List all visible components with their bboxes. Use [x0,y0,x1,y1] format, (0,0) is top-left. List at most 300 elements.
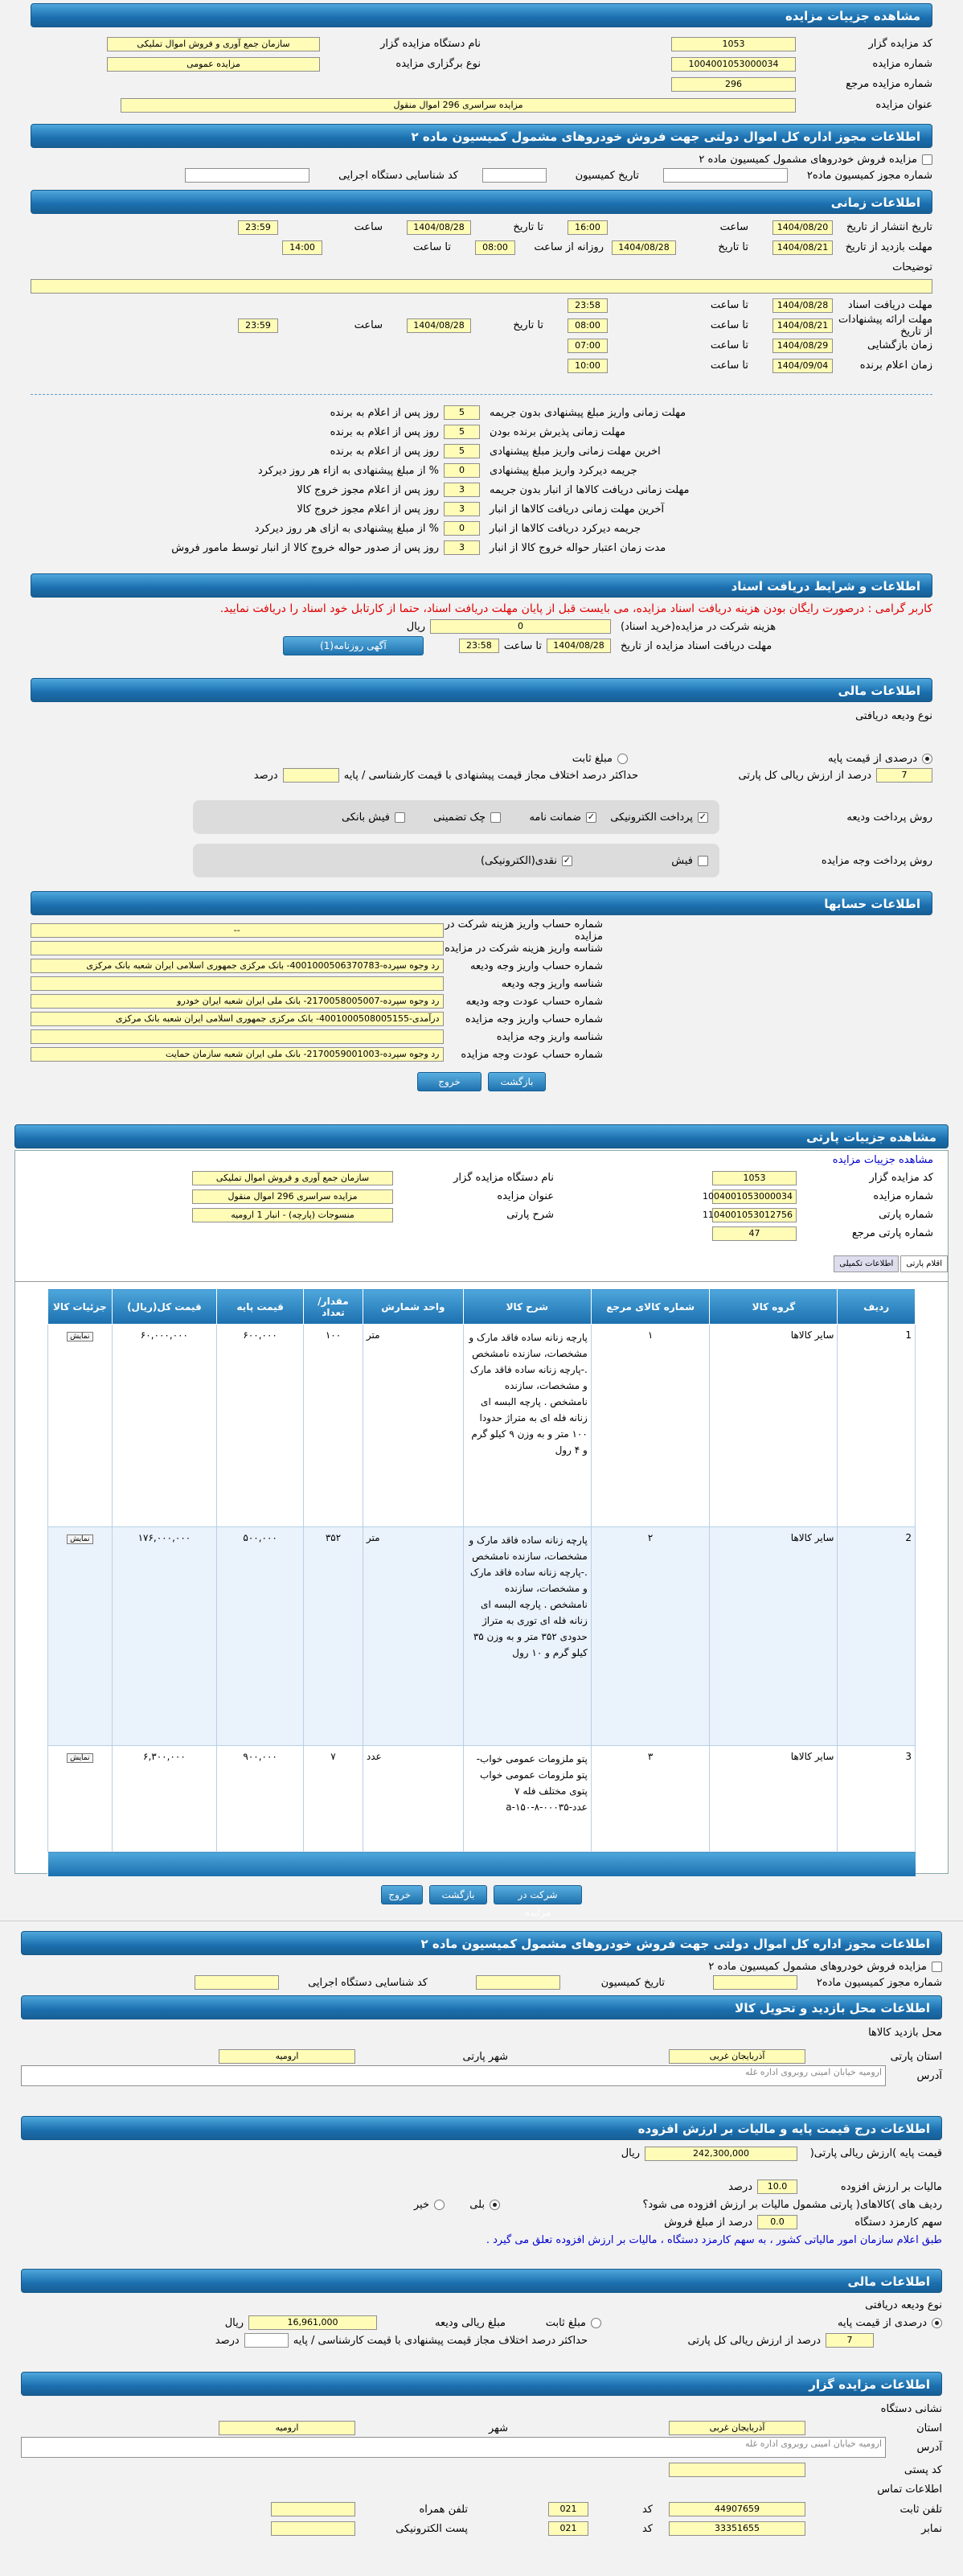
permit2-checkbox-label: مزایده فروش خودروهای مشمول کمیسیون ماده ۲ [708,1960,927,1973]
guarantee-label: ضمانت نامه [529,811,581,824]
fax-code-label: کد [641,2522,653,2535]
offer-from: 1404/08/21 [772,318,833,333]
party-num-label: شماره مزایده [873,1190,933,1202]
num-label: شماره مزایده [872,58,932,70]
publish-from-time: 16:00 [568,220,608,235]
org-province-label: استان [916,2422,942,2434]
auction-details-link[interactable]: مشاهده جزییات مزایده [832,1154,933,1166]
permit2-header: اطلاعات مجوز اداره کل اموال دولتی جهت فروش خودروهای مشمول کمیسیون ماده ۲ [21,1931,942,1955]
subject-label: عنوان مزایده [875,99,932,111]
deadline-unit: روز پس از صدور حواله خروج کالا از انبار توسط مامور فروش [171,541,439,554]
party-back-button[interactable]: بازگشت [429,1885,487,1904]
fee-share-unit: درصد از مبلغ فروش [664,2216,752,2229]
financial2-section [21,2296,942,2367]
party-subject-label: عنوان مزایده [497,1190,554,1202]
fee-share-label: سهم کارمزد دستگاه [854,2216,942,2229]
vat-no-label: خیر [413,2198,429,2211]
vat-question: ردیف های )کالاهای( پارتی مشمول مالیات بر ارزش افزوده می شود؟ [642,2198,942,2211]
col-total: قیمت کل(ریال) [112,1289,217,1325]
ref-label: شماره مزایده مرجع [846,78,932,90]
permit2-field [713,1975,797,1990]
price-vat-header: اطلاعات درج قیمت پایه و مالیات بر ارزش افزوده [21,2116,942,2140]
vat-yes-label: بلی [469,2198,485,2211]
publish-to: 1404/08/28 [407,220,471,235]
cell-qty: ۷ [304,1746,363,1852]
deadline-unit: % از مبلغ پیشنهادی به ازاء هر روز دیرکرد [257,464,439,477]
deadline-label: مدت زمان اعتبار حواله خروج کالا از انبار [490,541,666,554]
party-num-field: 1004001053000034 [712,1189,797,1204]
cell-ref: ۳ [591,1746,710,1852]
price-vat-section [21,2143,942,2264]
publish-to-label: تا تاریخ [513,221,543,233]
max-diff-field [283,768,339,783]
col-row: ردیف [838,1289,916,1325]
fixed2-radio-label: مبلغ ثابت [545,2316,586,2329]
visit-from: 1404/08/21 [772,240,833,255]
electronic-pay-label: پرداخت الکترونیکی [610,811,693,824]
visit-from-time: 08:00 [475,240,515,255]
contact-head: اطلاعات تماس [877,2483,942,2496]
max2-diff-label: حداکثر درصد اختلاف مجاز قیمت پیشنهادی با قیمت کارشناسی / پایه [293,2334,588,2347]
org-id-label: کد شناسایی دستگاه اجرایی [338,169,458,182]
cell-price: ۶۰۰,۰۰۰ [217,1325,304,1527]
base-price-field: 242,300,000 [645,2147,797,2161]
offer-to: 1404/08/28 [407,318,471,333]
cell-group: سایر کالاها [710,1527,838,1746]
newspaper-ad-button[interactable]: آگهی روزنامه(1) [283,636,424,655]
bank-slip-checkbox[interactable] [395,812,405,823]
deadline-row [31,461,932,480]
price-pay-options [193,844,719,877]
cell-total: ۱۷۶,۰۰۰,۰۰۰ [112,1527,217,1746]
vat-label: مالیات بر ارزش افزوده [840,2180,942,2193]
time-info [31,217,932,386]
account-row [31,957,932,975]
fee-currency: ریال [406,620,425,633]
org-label: نام دستگاه مزایده گزار [380,38,481,50]
deadline-unit: روز پس از اعلام مجوز خروج کالا [297,503,439,516]
open-label: زمان بازگشایی [867,339,932,351]
permit-header: اطلاعات مجوز اداره کل اموال دولتی جهت فروش خودروهای مشمول کمیسیون ماده ۲ [31,124,932,148]
guarantee-checkbox[interactable] [586,812,596,823]
account-value: درآمدی-4001000508005155- بانک مرکزی جمهوری اسلامی ایران شعبه بانک مرکزی [31,1012,444,1026]
account-label: شناسه واریز هزینه شرکت در مزایده [445,942,603,955]
electronic-pay-checkbox[interactable] [698,812,708,823]
base-price-currency: ریال [621,2147,640,2159]
doc-deadline-to-label: تا ساعت [503,639,542,652]
financial2-header: اطلاعات مالی [21,2269,942,2293]
offer-label: مهلت ارائه پیشنهادات از تاریخ [838,313,932,338]
subject-field: مزایده سراسری 296 اموال منقول [121,98,796,113]
offer-to-time-label: ساعت [354,319,383,331]
cell-price: ۵۰۰,۰۰۰ [217,1527,304,1746]
table-footer [48,1852,916,1876]
divider [31,394,932,395]
party-code-label: کد مزایده گزار [869,1172,933,1184]
visit-daily-label: روزانه از ساعت [534,241,604,253]
visit-place-label: محل بازدید کالاها [868,2027,942,2039]
deadline-row [31,480,932,499]
winner-time-label: تا ساعت [710,359,748,372]
offer-to-time: 23:59 [238,318,278,333]
deadline-row [31,422,932,442]
account-row [31,1010,932,1028]
deadline-row [31,403,932,422]
col-price: قیمت پایه [217,1289,304,1325]
party-exit-button[interactable]: خروج [381,1885,423,1904]
phone-field: 44907659 [669,2502,805,2516]
party-org-field: سازمان جمع آوری و فروش اموال تملیکی [192,1171,393,1185]
account-label: شناسه واریز وجه مزایده [496,1030,603,1043]
deadline-unit: روز پس از اعلام به برنده [330,406,439,419]
col-ref: شماره کالای مرجع [591,1289,710,1325]
province-field: آذربایجان غربی [669,2049,805,2064]
account-value: رد وجوه سپرده-4001000506370783- بانک مرکزی جمهوری اسلامی ایران شعبه بانک مرکزی [31,959,444,973]
postal-field [669,2463,805,2477]
cell-unit: متر [363,1527,463,1746]
doc-time-label: تا ساعت [710,299,748,311]
cell-qty: ۳۵۲ [304,1527,363,1746]
fixed-radio[interactable] [617,754,628,764]
party-ref-field: 47 [712,1226,797,1241]
account-label: شماره حساب واریز وجه مزایده [465,1013,603,1025]
bank-slip-label: فیش بانکی [341,811,390,824]
deadline-value: 5 [444,425,480,439]
cell-total: ۶,۳۰۰,۰۰۰ [112,1746,217,1852]
org-address-head: نشانی دستگاه [880,2403,942,2415]
account-value [31,976,444,991]
vat-note: طبق اعلام سازمان امور مالیاتی کشور ، به سهم کارمزد دستگاه ، مالیات بر ارزش افزوده تعلق می گیرد . [486,2233,942,2246]
commission2-date-label: تاریخ کمیسیون [600,1976,665,1989]
code-field: 1053 [671,37,796,51]
address-field: ارومیه خیابان امینی روبروی اداره غله [21,2065,886,2086]
account-label: شناسه واریز وجه ودیعه [501,977,603,990]
account-value: رد وجوه سپرده-2170058005007- بانک ملی ایران شعبه ایران خودرو [31,994,444,1009]
deadline-unit: روز پس از اعلام به برنده [330,445,439,458]
winner-time: 10:00 [568,359,608,373]
city-field: ارومیه [219,2049,355,2064]
deposit-amount-label: مبلغ ریالی ودیعه [435,2316,506,2329]
cell-desc: پارچه زنانه ساده فاقد مارک و مشخصات، سازنده نامشخص .-پارچه زنانه ساده فاقد مارک و مشخصات، سازنده نامشخص . پارچه البسه ای زنانه فله ای توری به متراژ حدودی ۳۵۲ متر و به وزن ۳۵ کیلو گرم و ۱۰ رول [463,1527,591,1746]
vat-percent: درصد [728,2180,752,2193]
deadline-unit: روز پس از اعلام به برنده [330,425,439,438]
table-row [48,1325,916,1527]
visit-place-section [21,2023,942,2111]
deposit-pay-label: روش پرداخت ودیعه [846,811,932,824]
documents-header: اطلاعات و شرایط دریافت اسناد [31,573,932,598]
visit-place-header: اطلاعات محل بازدید و تحویل کالا [21,1995,942,2019]
max2-diff-field [244,2333,289,2348]
free-docs-notice: کاربر گرامی : درصورت رایگان بودن هزینه دریافت اسناد مزایده، می بایست قبل از پایان مهلت دریافت اسناد، حتما از کارتابل خود اسناد را دریافت نمایید. [219,602,932,615]
org-field: سازمان جمع آوری و فروش اموال تملیکی [107,37,320,51]
visit-to-time-label: تا ساعت [412,241,451,253]
visit-to: 1404/08/28 [612,240,676,255]
deposit-amount-currency: ریال [224,2316,244,2329]
account-value: رد وجوه سپرده-2170059001003- بانک ملی ایران شعبه سازمان حمایت [31,1047,444,1062]
table-row [48,1746,916,1852]
cell-desc: پارچه زنانه ساده فاقد مارک و مشخصات، سازنده نامشخص .-پارچه زنانه ساده فاقد مارک و مشخصات، سازنده نامشخص . پارچه البسه ای زنانه فله ای به متراژ حدودا ۱۰۰ متر و به وزن ۹ کیلو گرم و ۴ رول [463,1325,591,1527]
city-label: شهر پارتی [462,2050,508,2063]
cell-row: 3 [838,1746,916,1852]
slip-label: فیش [671,854,693,867]
winner-date: 1404/09/04 [772,359,833,373]
publish-time-label: ساعت [719,221,748,233]
offer-from-time: 08:00 [568,318,608,333]
open-time-label: تا ساعت [710,339,748,351]
doc-deadline-label: مهلت دریافت اسناد [847,299,932,311]
deadline-row [31,442,932,461]
permit-label: شماره مجوز کمیسیون ماده۲ [806,169,932,182]
deposit-pay-options [193,800,719,834]
fee-share-field: 0.0 [757,2215,797,2229]
percent2-field: 7 [826,2333,874,2348]
org2-id-label: کد شناسایی دستگاه اجرایی [308,1976,428,1989]
cheque-label: چک تضمینی [433,811,486,824]
party-desc-label: شرح پارتی [506,1209,554,1221]
time-info-header: اطلاعات زمانی [31,190,932,214]
phone-code-label: کد [641,2503,653,2516]
email-label: پست الکترونیکی [395,2522,468,2535]
deadline-row [31,538,932,557]
deadline-label: مهلت زمانی دریافت کالاها از انبار بدون جریمه [490,483,690,496]
cell-price: ۹۰۰,۰۰۰ [217,1746,304,1852]
permit2-checkbox[interactable] [932,1962,942,1972]
party-subject-field: مزایده سراسری 296 اموال منقول [192,1189,393,1204]
account-label: شماره حساب واریز وجه ودیعه [470,959,603,972]
party-id-label: شماره پارتی [879,1209,933,1221]
account-label: شماره حساب واریز هزینه شرکت در مزایده [445,918,603,943]
accounts-header: اطلاعات حسابها [31,891,932,915]
auction-details-header: مشاهده جزییات مزایده [31,3,932,27]
max-diff-label: حداکثر درصد اختلاف مجاز قیمت پیشنهادی با قیمت کارشناسی / پایه [343,769,638,782]
cell-desc: پتو ملزومات عمومی خواب-پتو ملزومات عمومی خواب پتوی مختلف فله ۷ عدد-۰۰۰۳۵-۸-۱۵۰-a [463,1746,591,1852]
cash-electronic-label: نقدی(الکترونیکی) [480,854,557,867]
max2-diff-unit: درصد [215,2334,240,2347]
percent-radio[interactable] [922,754,932,764]
deadline-label: مهلت زمانی واریز مبلغ پیشنهادی بدون جریمه [490,406,686,419]
show-details-button[interactable]: نمایش [67,1332,92,1341]
doc-deadline-from-label: مهلت دریافت اسناد مزایده از تاریخ [621,639,772,652]
offer-to-label: تا تاریخ [513,319,543,331]
deadline-label: جریمه دیرکرد دریافت کالاها از انبار [490,522,641,535]
cell-qty: ۱۰۰ [304,1325,363,1527]
doc-deadline-from: 1404/08/28 [547,639,611,653]
vat-field: 10.0 [757,2180,797,2194]
fax-code-field: 021 [548,2521,588,2536]
address-label: آدرس [916,2070,942,2082]
party-ref-label: شماره پارتی مرجع [851,1227,933,1239]
account-row [31,1028,932,1046]
percent2-radio-label: درصدی از قیمت پایه [838,2316,927,2329]
percent2-radio[interactable] [932,2318,942,2328]
deposit2-type-label: نوع ودیعه دریافتی [865,2299,942,2311]
deadline-unit: روز پس از اعلام مجوز خروج کالا [297,483,439,496]
deadline-label: اخرین مهلت زمانی واریز مبلغ پیشنهادی [490,445,661,458]
org-province-field: آذربایجان غربی [669,2421,805,2435]
org2-id-field [195,1975,279,1990]
deadline-row [31,499,932,519]
slip-checkbox[interactable] [698,856,708,866]
price-pay-label: روش پرداخت وجه مزایده [821,854,932,867]
code-label: کد مزایده گزار [868,38,932,50]
commission-date-field [482,168,547,183]
cell-row: 1 [838,1325,916,1527]
account-row [31,1046,932,1063]
publish-label: تاریخ انتشار از تاریخ [846,221,932,233]
col-details: جزئیات کالا [48,1289,113,1325]
auctioneer-section [21,2399,942,2568]
org-address-label: آدرس [916,2442,942,2454]
province-label: استان پارتی [890,2050,942,2063]
account-row [31,939,932,957]
auction-details [31,31,932,119]
col-unit: واحد شمارش [363,1289,463,1325]
permit2-label: شماره مجوز کمیسیون ماده۲ [816,1976,942,1989]
cell-group: سایر کالاها [710,1325,838,1527]
deadline-label: آخرین مهلت زمانی دریافت کالاها از انبار [490,503,665,516]
col-qty: مقدار/ تعداد [304,1289,363,1325]
percent-text: درصد از ارزش ریالی کل پارتی [738,769,871,782]
fixed2-radio[interactable] [591,2318,601,2328]
back-button[interactable]: بازگشت [488,1072,546,1091]
cell-ref: ۱ [591,1325,710,1527]
accounts-section [31,918,932,1120]
fee-label: هزینه شرکت در مزایده(خرید اسناد) [621,620,777,633]
permit-checkbox[interactable] [922,154,932,165]
publish-from: 1404/08/20 [772,220,833,235]
open-time: 07:00 [568,339,608,353]
financial-header: اطلاعات مالی [31,678,932,702]
org-city-label: شهر [488,2422,508,2434]
vat-yes-radio[interactable] [490,2200,500,2210]
deadline-row [31,519,932,538]
cell-total: ۶۰,۰۰۰,۰۰۰ [112,1325,217,1527]
deadline-label: جریمه دیرکرد واریز مبلغ پیشنهادی [490,464,637,477]
commission2-date-field [476,1975,560,1990]
postal-label: کد پستی [904,2463,942,2476]
deadline-value: 3 [444,540,480,555]
deadline-value: 3 [444,483,480,497]
auctioneer-header: اطلاعات مزایده گزار [21,2372,942,2396]
fixed-radio-label: مبلغ ثابت [572,752,613,765]
ref-field: 296 [671,77,796,92]
deadlines-list [31,403,932,569]
account-row [31,992,932,1010]
cell-row: 2 [838,1527,916,1746]
org-id-field [185,168,309,183]
mobile-field [271,2502,355,2516]
party-items-table [47,1288,916,1876]
publish-to-time: 23:59 [238,220,278,235]
cheque-checkbox[interactable] [490,812,501,823]
tab-party-items[interactable]: اقلام پارتی [900,1255,948,1272]
deadline-value: 3 [444,502,480,516]
cell-unit: عدد [363,1746,463,1852]
show-details-button[interactable]: نمایش [67,1535,92,1544]
cell-unit: متر [363,1325,463,1527]
account-label: شماره حساب عودت وجه مزایده [461,1048,603,1061]
party-org-label: نام دستگاه مزایده گزار [453,1172,554,1184]
fee-field: 0 [430,619,611,634]
permit-checkbox-label: مزایده فروش خودروهای مشمول کمیسیون ماده ۲ [699,153,917,166]
account-label: شماره حساب عودت وجه ودیعه [465,995,603,1008]
account-value [31,1029,444,1044]
offer-time-label: تا ساعت [710,319,748,331]
phone-code-field: 021 [548,2502,588,2516]
party-desc-field: منسوجات (پارچه) - انبار 1 ارومیه [192,1208,393,1222]
documents-section [31,601,932,673]
deadline-value: 5 [444,444,480,458]
org-address-field: ارومیه خیابان امینی روبروی اداره غله [21,2437,886,2458]
deadline-label: مهلت زمانی پذیرش برنده بودن [490,425,626,438]
commission-date-label: تاریخ کمیسیون [575,169,639,182]
mobile-label: تلفن همراه [419,2503,468,2516]
open-date: 1404/08/29 [772,339,833,353]
doc-deadline-date: 1404/08/28 [772,298,833,313]
party-code-field: 1053 [712,1171,797,1185]
col-group: گروه کالا [710,1289,838,1325]
base-price-label: قیمت پایه )ارزش ریالی پارتی( [809,2147,942,2159]
deadline-value: 5 [444,405,480,420]
doc-deadline-time: 23:58 [568,298,608,313]
desc-label: توضیحات [892,261,932,273]
exit-button[interactable]: خروج [417,1072,482,1091]
desc-field [31,279,932,294]
fax-label: نمابر [921,2522,942,2535]
col-desc: شرح کالا [463,1289,591,1325]
permit-field [663,168,788,183]
phone-label: تلفن ثابت [899,2503,942,2516]
type-label: نوع برگزاری مزایده [395,58,481,70]
account-value: -- [31,923,444,938]
email-field [271,2521,355,2536]
table-row [48,1527,916,1746]
permit2-section [21,1958,942,1991]
doc-deadline-to-time: 23:58 [459,639,499,653]
account-row [31,918,932,943]
num-field: 1004001053000034 [671,57,796,72]
deadline-unit: % از مبلغ پیشنهادی به ازای هر روز دیرکرد [254,522,439,535]
tab-extra-info[interactable]: اطلاعات تکمیلی [834,1255,899,1272]
join-auction-button[interactable]: شرکت در مزایده [494,1885,582,1904]
visit-to-time: 14:00 [282,240,322,255]
type-field: مزایده عمومی [107,57,320,72]
party-id-field: 1104001053012756 [712,1208,797,1222]
party-details-header: مشاهده جزییات پارتی [14,1124,949,1148]
visit-label: مهلت بازدید از تاریخ [845,241,932,253]
publish-to-time-label: ساعت [354,221,383,233]
financial-section [31,705,932,886]
percent2-text: درصد از ارزش ریالی کل پارتی [687,2334,821,2347]
winner-label: زمان اعلام برنده [859,359,932,372]
max-diff-unit: درصد [253,769,278,782]
deadline-value: 0 [444,463,480,478]
percent-field: 7 [876,768,932,783]
permit-section [31,151,932,185]
visit-to-label: تا تاریخ [718,241,748,253]
show-details-button[interactable]: نمایش [67,1753,92,1763]
deposit-amount-field: 16,961,000 [248,2315,377,2330]
cell-group: سایر کالاها [710,1746,838,1852]
deposit-type-label: نوع ودیعه دریافتی [855,709,932,722]
party-details-panel [14,1150,949,1874]
vat-no-radio[interactable] [434,2200,445,2210]
account-value [31,941,444,955]
org-city-field: ارومیه [219,2421,355,2435]
cash-electronic-checkbox[interactable] [562,856,572,866]
percent-radio-label: درصدی از قیمت پایه [828,752,917,765]
account-row [31,975,932,992]
